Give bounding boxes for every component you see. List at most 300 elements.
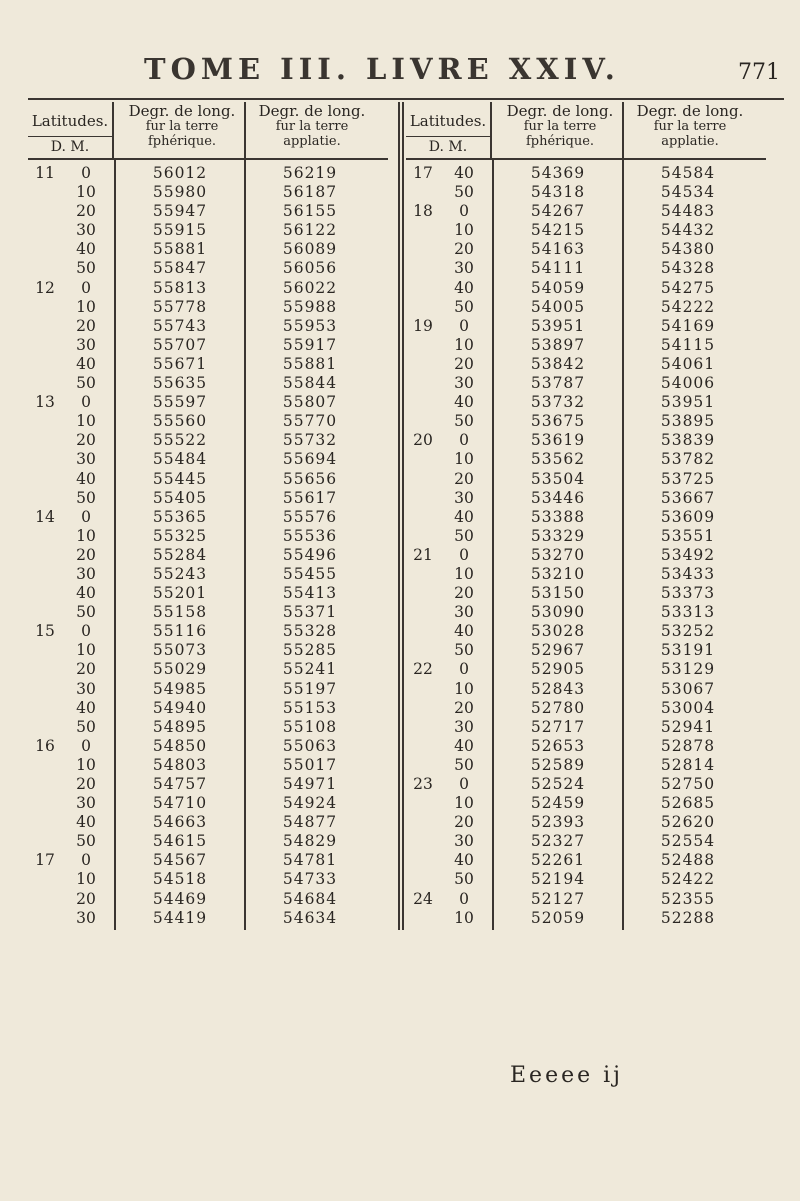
flattened-longitude-value: 56056: [282, 259, 338, 278]
spherical-longitude-value: 54369: [530, 164, 586, 182]
latitude-minutes: 50: [454, 183, 474, 202]
latitude-header: Latitudes.: [409, 112, 487, 130]
latitude-minutes: 0: [81, 164, 91, 182]
table-row: [28, 699, 388, 718]
flattened-longitude-value: 53609: [660, 507, 716, 526]
spherical-longitude-value: 53090: [530, 603, 586, 622]
spherical-longitude-value: 54757: [152, 775, 208, 793]
table-row: [406, 832, 766, 851]
flattened-longitude-value: 55455: [282, 564, 338, 583]
flattened-longitude-value: 54534: [660, 183, 716, 202]
spherical-header-line1: Degr. de long.: [506, 102, 614, 120]
flattened-longitude-value: 52750: [660, 775, 716, 793]
flattened-longitude-value: 53492: [660, 545, 716, 564]
latitude-minutes: 40: [454, 622, 474, 641]
flattened-longitude-value: 55496: [282, 545, 338, 564]
spherical-longitude-value: 54940: [152, 698, 208, 717]
latitude-minutes: 20: [454, 698, 474, 717]
table-row: [28, 279, 388, 298]
spherical-longitude-value: 55847: [152, 259, 208, 278]
table-row: [28, 603, 388, 622]
spherical-header-line1: Degr. de long.: [128, 102, 236, 120]
flattened-header-line1: Degr. de long.: [636, 102, 744, 120]
spherical-header: [118, 104, 246, 149]
table-row: [28, 832, 388, 851]
spherical-longitude-value: 54005: [530, 297, 586, 316]
latitude-degrees: 14: [35, 507, 55, 526]
latitude-minutes: 40: [76, 584, 96, 603]
flattened-longitude-value: 55153: [282, 698, 338, 717]
latitude-minutes: 50: [454, 526, 474, 545]
flattened-longitude-value: 56155: [282, 202, 338, 221]
table-row: [28, 546, 388, 565]
table-row: [406, 813, 766, 832]
flattened-longitude-value: 54432: [660, 221, 716, 240]
table-row: [406, 393, 766, 412]
spherical-longitude-value: 55778: [152, 297, 208, 316]
flattened-longitude-value: 56122: [282, 221, 338, 240]
spherical-longitude-value: 52459: [530, 794, 586, 813]
latitude-minutes: 50: [76, 488, 96, 507]
latitude-minutes: 40: [454, 507, 474, 526]
table-row: [28, 202, 388, 221]
table-rows-left: [28, 164, 388, 928]
table-row: [406, 794, 766, 813]
flattened-longitude-value: 53433: [660, 564, 716, 583]
latitude-minutes: 10: [454, 450, 474, 469]
spherical-longitude-value: 55947: [152, 202, 208, 221]
table-row: [28, 470, 388, 489]
spherical-longitude-value: 53675: [530, 412, 586, 431]
table-row: [406, 355, 766, 374]
spherical-longitude-value: 55915: [152, 221, 208, 240]
table-row: [406, 622, 766, 641]
latitude-degrees: 21: [413, 545, 433, 564]
flattened-longitude-value: 53129: [660, 660, 716, 679]
spherical-longitude-value: 54419: [152, 908, 208, 927]
flattened-longitude-value: 53004: [660, 698, 716, 717]
latitude-minutes: 10: [76, 183, 96, 202]
flattened-longitude-value: 56089: [282, 240, 338, 259]
flattened-longitude-value: 54222: [660, 297, 716, 316]
spherical-longitude-value: 55484: [152, 450, 208, 469]
center-divider: [402, 102, 404, 930]
spherical-longitude-value: 52967: [530, 641, 586, 660]
flattened-longitude-value: 54006: [660, 374, 716, 393]
latitude-minutes: 10: [454, 564, 474, 583]
latitude-degrees: 24: [413, 889, 433, 908]
spherical-longitude-value: 54059: [530, 278, 586, 297]
flattened-longitude-value: 54877: [282, 813, 338, 832]
table-row: [28, 851, 388, 870]
spherical-longitude-value: 52843: [530, 679, 586, 698]
spherical-longitude-value: 52653: [530, 736, 586, 755]
table-row: [406, 412, 766, 431]
flattened-longitude-value: 52878: [660, 736, 716, 755]
table-rows-right: [406, 164, 766, 928]
flattened-longitude-value: 54924: [282, 794, 338, 813]
spherical-longitude-value: 56012: [152, 164, 208, 182]
catchword: Eeeee ij: [510, 1063, 623, 1088]
spherical-longitude-value: 52717: [530, 717, 586, 736]
latitude-minutes: 40: [76, 698, 96, 717]
latitude-minutes: 40: [76, 354, 96, 373]
table-row: [406, 450, 766, 469]
latitude-minutes: 30: [454, 374, 474, 393]
table-half-right: [406, 102, 766, 1062]
table-row: [28, 565, 388, 584]
flattened-longitude-value: 55844: [282, 374, 338, 393]
flattened-longitude-value: 54584: [660, 164, 716, 182]
flattened-longitude-value: 52422: [660, 870, 716, 889]
flattened-longitude-value: 56022: [282, 278, 338, 297]
flattened-longitude-value: 54971: [282, 775, 338, 793]
flattened-longitude-value: 52554: [660, 832, 716, 851]
latitude-minutes: 30: [454, 259, 474, 278]
spherical-longitude-value: 52589: [530, 755, 586, 774]
table-row: [28, 298, 388, 317]
table-row: [28, 756, 388, 775]
flattened-longitude-value: 52488: [660, 851, 716, 870]
latitude-minutes: 0: [459, 889, 469, 908]
spherical-longitude-value: 52327: [530, 832, 586, 851]
flattened-longitude-value: 54115: [660, 335, 716, 354]
table-row: [28, 508, 388, 527]
spherical-longitude-value: 53329: [530, 526, 586, 545]
latitude-minutes: 40: [454, 736, 474, 755]
table-row: [406, 890, 766, 909]
latitude-minutes: 30: [454, 603, 474, 622]
spherical-longitude-value: 55073: [152, 641, 208, 660]
spherical-longitude-value: 52524: [530, 775, 586, 793]
spherical-longitude-value: 54567: [152, 851, 208, 870]
flattened-longitude-value: 55371: [282, 603, 338, 622]
flattened-longitude-value: 55881: [282, 354, 338, 373]
table-row: [28, 393, 388, 412]
latitude-minutes: 10: [76, 641, 96, 660]
spherical-longitude-value: 54318: [530, 183, 586, 202]
latitude-minutes: 30: [76, 564, 96, 583]
spherical-longitude-value: 54518: [152, 870, 208, 889]
latitude-minutes: 40: [76, 813, 96, 832]
spherical-longitude-value: 55158: [152, 603, 208, 622]
table-row: [406, 851, 766, 870]
table-row: [28, 240, 388, 259]
latitude-minutes: 10: [76, 526, 96, 545]
table-row: [406, 164, 766, 183]
spherical-longitude-value: 52905: [530, 660, 586, 679]
table-row: [406, 221, 766, 240]
latitude-minutes: 50: [454, 297, 474, 316]
table-row: [28, 164, 388, 183]
spherical-longitude-value: 53210: [530, 564, 586, 583]
latitude-minutes: 20: [454, 813, 474, 832]
latitude-minutes: 0: [81, 393, 91, 412]
spherical-longitude-value: 53562: [530, 450, 586, 469]
table-row: [406, 680, 766, 699]
latitude-minutes: 10: [76, 870, 96, 889]
table-row: [28, 374, 388, 393]
flattened-longitude-value: 52288: [660, 908, 716, 927]
flattened-longitude-value: 55241: [282, 660, 338, 679]
latitude-minutes: 0: [459, 775, 469, 793]
header-rule: [28, 158, 388, 160]
table-row: [406, 737, 766, 756]
flattened-longitude-value: 55576: [282, 507, 338, 526]
spherical-longitude-value: 55560: [152, 412, 208, 431]
table-row: [28, 718, 388, 737]
latitude-degrees: 17: [35, 851, 55, 870]
spherical-longitude-value: 53028: [530, 622, 586, 641]
running-title: TOME III. LIVRE XXIV.: [144, 52, 620, 86]
flattened-header: [626, 104, 754, 149]
spherical-longitude-value: 54985: [152, 679, 208, 698]
spherical-longitude-value: 55365: [152, 507, 208, 526]
flattened-longitude-value: 55063: [282, 736, 338, 755]
flattened-longitude-value: 54483: [660, 202, 716, 221]
deg-min-header: D. M.: [28, 136, 112, 155]
table-row: [406, 374, 766, 393]
latitude-degrees: 20: [413, 431, 433, 450]
flattened-longitude-value: 54781: [282, 851, 338, 870]
column-divider: [490, 102, 492, 160]
flattened-longitude-value: 53782: [660, 450, 716, 469]
spherical-longitude-value: 53619: [530, 431, 586, 450]
flattened-longitude-value: 54061: [660, 354, 716, 373]
spherical-longitude-value: 55445: [152, 469, 208, 488]
table-row: [28, 794, 388, 813]
latitude-minutes: 0: [81, 622, 91, 641]
latitude-minutes: 20: [76, 660, 96, 679]
latitude-minutes: 30: [454, 488, 474, 507]
flattened-longitude-value: 55694: [282, 450, 338, 469]
latitude-minutes: 50: [76, 717, 96, 736]
latitude-minutes: 40: [76, 240, 96, 259]
spherical-longitude-value: 55980: [152, 183, 208, 202]
latitude-minutes: 50: [454, 641, 474, 660]
flattened-longitude-value: 54169: [660, 316, 716, 335]
flattened-longitude-value: 55770: [282, 412, 338, 431]
flattened-longitude-value: 53839: [660, 431, 716, 450]
latitude-minutes: 40: [454, 278, 474, 297]
latitude-degrees: 23: [413, 775, 433, 793]
spherical-longitude-value: 55671: [152, 354, 208, 373]
table-row: [28, 813, 388, 832]
table-row: [28, 183, 388, 202]
column-headers: [406, 102, 766, 158]
table-row: [406, 279, 766, 298]
flattened-longitude-value: 55807: [282, 393, 338, 412]
table-row: [406, 183, 766, 202]
spherical-longitude-value: 55201: [152, 584, 208, 603]
center-divider: [398, 102, 400, 930]
flattened-header: [248, 104, 376, 149]
spherical-longitude-value: 54895: [152, 717, 208, 736]
latitude-degrees: 15: [35, 622, 55, 641]
flattened-longitude-value: 54733: [282, 870, 338, 889]
latitude-degrees: 18: [413, 202, 433, 221]
spherical-longitude-value: 54803: [152, 755, 208, 774]
spherical-longitude-value: 54111: [530, 259, 586, 278]
flattened-longitude-value: 55656: [282, 469, 338, 488]
table-row: [406, 470, 766, 489]
table-row: [28, 737, 388, 756]
latitude-minutes: 0: [81, 278, 91, 297]
header-rule: [406, 158, 766, 160]
flattened-header-line3: applatie.: [283, 134, 341, 149]
spherical-longitude-value: 52194: [530, 870, 586, 889]
latitude-minutes: 0: [459, 431, 469, 450]
latitude-degrees: 16: [35, 736, 55, 755]
flattened-longitude-value: 54634: [282, 908, 338, 927]
latitude-minutes: 0: [459, 316, 469, 335]
flattened-longitude-value: 55197: [282, 679, 338, 698]
table-half-left: [28, 102, 388, 1062]
latitude-minutes: 0: [81, 736, 91, 755]
table-row: [28, 412, 388, 431]
flattened-longitude-value: 55413: [282, 584, 338, 603]
spherical-header-line2: fur la terre: [145, 119, 219, 134]
flattened-longitude-value: 54380: [660, 240, 716, 259]
table-row: [28, 527, 388, 546]
latitude-minutes: 40: [454, 164, 474, 182]
spherical-header-line3: fphérique.: [147, 134, 217, 149]
spherical-longitude-value: 53388: [530, 507, 586, 526]
latitude-minutes: 50: [454, 870, 474, 889]
flattened-longitude-value: 55617: [282, 488, 338, 507]
flattened-longitude-value: 52620: [660, 813, 716, 832]
latitude-minutes: 30: [76, 794, 96, 813]
flattened-longitude-value: 56219: [282, 164, 338, 182]
spherical-header-line3: fphérique.: [525, 134, 595, 149]
spherical-longitude-value: 52127: [530, 889, 586, 908]
flattened-header-line3: applatie.: [661, 134, 719, 149]
flattened-longitude-value: 55732: [282, 431, 338, 450]
table-row: [28, 431, 388, 450]
latitude-minutes: 10: [76, 412, 96, 431]
spherical-longitude-value: 55284: [152, 545, 208, 564]
spherical-longitude-value: 53732: [530, 393, 586, 412]
spherical-longitude-value: 53787: [530, 374, 586, 393]
table-row: [28, 221, 388, 240]
spherical-longitude-value: 55597: [152, 393, 208, 412]
latitude-degrees: 19: [413, 316, 433, 335]
table-row: [406, 565, 766, 584]
spherical-longitude-value: 55029: [152, 660, 208, 679]
spherical-longitude-value: 54850: [152, 736, 208, 755]
flattened-longitude-value: 53667: [660, 488, 716, 507]
spherical-longitude-value: 55405: [152, 488, 208, 507]
latitude-minutes: 30: [76, 908, 96, 927]
latitude-minutes: 20: [76, 775, 96, 793]
table-row: [406, 909, 766, 928]
latitude-minutes: 40: [454, 393, 474, 412]
spherical-longitude-value: 55522: [152, 431, 208, 450]
spherical-header: [496, 104, 624, 149]
flattened-longitude-value: 53313: [660, 603, 716, 622]
flattened-longitude-value: 55108: [282, 717, 338, 736]
latitude-minutes: 30: [76, 335, 96, 354]
flattened-header-line2: fur la terre: [275, 119, 349, 134]
latitude-minutes: 30: [454, 717, 474, 736]
latitude-minutes: 20: [76, 545, 96, 564]
table-row: [406, 259, 766, 278]
table-row: [406, 317, 766, 336]
flattened-longitude-value: 54684: [282, 889, 338, 908]
top-rule: [28, 98, 784, 100]
table-row: [406, 508, 766, 527]
spherical-longitude-value: 55707: [152, 335, 208, 354]
latitude-minutes: 40: [454, 851, 474, 870]
spherical-longitude-value: 53897: [530, 335, 586, 354]
latitude-degrees: 13: [35, 393, 55, 412]
spherical-longitude-value: 54615: [152, 832, 208, 851]
latitude-minutes: 20: [454, 584, 474, 603]
latitude-minutes: 10: [454, 679, 474, 698]
table-row: [406, 699, 766, 718]
table-row: [28, 259, 388, 278]
table-row: [406, 336, 766, 355]
table-row: [28, 775, 388, 794]
latitude-minutes: 50: [76, 832, 96, 851]
spherical-longitude-value: 52393: [530, 813, 586, 832]
spherical-longitude-value: 55743: [152, 316, 208, 335]
table-row: [28, 660, 388, 679]
flattened-longitude-value: 52685: [660, 794, 716, 813]
spherical-longitude-value: 55243: [152, 564, 208, 583]
table-row: [406, 641, 766, 660]
spherical-longitude-value: 53842: [530, 354, 586, 373]
table-row: [28, 909, 388, 928]
flattened-longitude-value: 53951: [660, 393, 716, 412]
latitude-minutes: 20: [76, 316, 96, 335]
latitude-minutes: 20: [76, 889, 96, 908]
latitude-minutes: 10: [454, 221, 474, 240]
latitude-minutes: 50: [76, 603, 96, 622]
deg-min-header: D. M.: [406, 136, 490, 155]
flattened-longitude-value: 53725: [660, 469, 716, 488]
latitude-minutes: 20: [454, 469, 474, 488]
flattened-longitude-value: 53373: [660, 584, 716, 603]
flattened-header-line2: fur la terre: [653, 119, 727, 134]
latitude-minutes: 20: [454, 354, 474, 373]
table-row: [28, 680, 388, 699]
table-row: [406, 240, 766, 259]
table-row: [406, 584, 766, 603]
spherical-longitude-value: 53150: [530, 584, 586, 603]
latitude-degrees: 17: [413, 164, 433, 182]
flattened-longitude-value: 54829: [282, 832, 338, 851]
latitude-minutes: 10: [454, 908, 474, 927]
table-row: [406, 489, 766, 508]
latitude-degrees: 12: [35, 278, 55, 297]
flattened-longitude-value: 53252: [660, 622, 716, 641]
spherical-longitude-value: 54469: [152, 889, 208, 908]
table-row: [28, 870, 388, 889]
column-headers: [28, 102, 388, 158]
spherical-header-line2: fur la terre: [523, 119, 597, 134]
spherical-longitude-value: 54215: [530, 221, 586, 240]
latitude-header: Latitudes.: [31, 112, 109, 130]
latitude-minutes: 10: [454, 794, 474, 813]
table-row: [406, 527, 766, 546]
table-row: [28, 890, 388, 909]
latitude-minutes: 0: [459, 202, 469, 221]
flattened-longitude-value: 55536: [282, 526, 338, 545]
spherical-longitude-value: 55635: [152, 374, 208, 393]
flattened-longitude-value: 53067: [660, 679, 716, 698]
table-row: [406, 546, 766, 565]
